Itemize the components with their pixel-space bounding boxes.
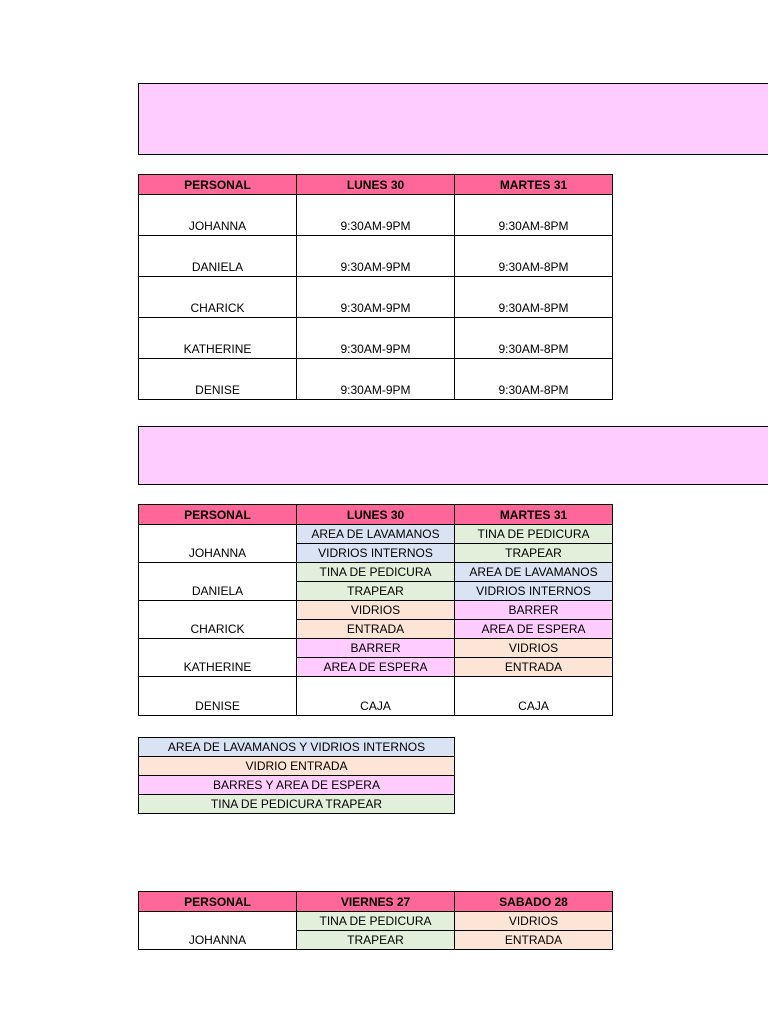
header-day-1: LUNES 30 bbox=[297, 175, 455, 195]
header-personal: PERSONAL bbox=[139, 892, 297, 912]
header-day-1: VIERNES 27 bbox=[297, 892, 455, 912]
legend-label: AREA DE LAVAMANOS Y VIDRIOS INTERNOS bbox=[139, 738, 455, 757]
shift-cell: 9:30AM-9PM bbox=[297, 277, 455, 318]
staff-name: JOHANNA bbox=[139, 912, 297, 950]
shift-cell: 9:30AM-9PM bbox=[297, 318, 455, 359]
table-row bbox=[139, 359, 613, 400]
task-cell: AREA DE ESPERA bbox=[455, 620, 613, 639]
header-day-2: SABADO 28 bbox=[455, 892, 613, 912]
staff-name: DENISE bbox=[139, 677, 297, 716]
tasks-table bbox=[138, 504, 613, 716]
staff-name: JOHANNA bbox=[139, 195, 297, 236]
task-cell: VIDRIOS INTERNOS bbox=[297, 544, 455, 563]
task-cell: TINA DE PEDICURA bbox=[455, 525, 613, 544]
table-row bbox=[139, 601, 613, 620]
header-personal: PERSONAL bbox=[139, 505, 297, 525]
tasks2-header-row bbox=[139, 892, 613, 912]
task-cell: AREA DE LAVAMANOS bbox=[455, 563, 613, 582]
shift-cell: 9:30AM-8PM bbox=[455, 236, 613, 277]
tasks-table-2 bbox=[138, 891, 613, 950]
task-cell: ENTRADA bbox=[297, 620, 455, 639]
legend-label: VIDRIO ENTRADA bbox=[139, 757, 455, 776]
legend-label: TINA DE PEDICURA TRAPEAR bbox=[139, 795, 455, 814]
task-cell: AREA DE ESPERA bbox=[297, 658, 455, 677]
table-row bbox=[139, 525, 613, 544]
legend-item bbox=[139, 757, 455, 776]
title-banner-2 bbox=[138, 426, 768, 485]
task-cell: ENTRADA bbox=[455, 658, 613, 677]
title-banner-1 bbox=[138, 83, 768, 155]
table-row bbox=[139, 563, 613, 582]
staff-name: CHARICK bbox=[139, 277, 297, 318]
header-day-2: MARTES 31 bbox=[455, 505, 613, 525]
legend-label: BARRES Y AREA DE ESPERA bbox=[139, 776, 455, 795]
task-cell: TINA DE PEDICURA bbox=[297, 563, 455, 582]
schedule-header-row bbox=[139, 175, 613, 195]
staff-name: KATHERINE bbox=[139, 318, 297, 359]
table-row bbox=[139, 277, 613, 318]
table-row bbox=[139, 195, 613, 236]
legend-item bbox=[139, 795, 455, 814]
shift-cell: 9:30AM-8PM bbox=[455, 277, 613, 318]
header-day-2: MARTES 31 bbox=[455, 175, 613, 195]
header-personal: PERSONAL bbox=[139, 175, 297, 195]
task-cell: CAJA bbox=[455, 677, 613, 716]
task-cell: VIDRIOS INTERNOS bbox=[455, 582, 613, 601]
table-row bbox=[139, 677, 613, 716]
legend-item bbox=[139, 776, 455, 795]
task-cell: VIDRIOS bbox=[455, 639, 613, 658]
table-row bbox=[139, 639, 613, 658]
staff-name: DANIELA bbox=[139, 563, 297, 601]
table-row bbox=[139, 912, 613, 931]
shift-cell: 9:30AM-9PM bbox=[297, 195, 455, 236]
task-cell: TINA DE PEDICURA bbox=[297, 912, 455, 931]
task-cell: AREA DE LAVAMANOS bbox=[297, 525, 455, 544]
task-cell: TRAPEAR bbox=[297, 931, 455, 950]
table-row bbox=[139, 236, 613, 277]
shift-cell: 9:30AM-8PM bbox=[455, 359, 613, 400]
color-legend bbox=[138, 737, 455, 814]
schedule-table bbox=[138, 174, 613, 400]
staff-name: CHARICK bbox=[139, 601, 297, 639]
task-cell: BARRER bbox=[455, 601, 613, 620]
shift-cell: 9:30AM-8PM bbox=[455, 195, 613, 236]
staff-name: DENISE bbox=[139, 359, 297, 400]
staff-name: JOHANNA bbox=[139, 525, 297, 563]
table-row bbox=[139, 318, 613, 359]
task-cell: VIDRIOS bbox=[455, 912, 613, 931]
tasks-header-row bbox=[139, 505, 613, 525]
shift-cell: 9:30AM-9PM bbox=[297, 236, 455, 277]
shift-cell: 9:30AM-9PM bbox=[297, 359, 455, 400]
header-day-1: LUNES 30 bbox=[297, 505, 455, 525]
shift-cell: 9:30AM-8PM bbox=[455, 318, 613, 359]
task-cell: TRAPEAR bbox=[455, 544, 613, 563]
staff-name: KATHERINE bbox=[139, 639, 297, 677]
staff-name: DANIELA bbox=[139, 236, 297, 277]
task-cell: ENTRADA bbox=[455, 931, 613, 950]
task-cell: CAJA bbox=[297, 677, 455, 716]
task-cell: BARRER bbox=[297, 639, 455, 658]
legend-item bbox=[139, 738, 455, 757]
task-cell: TRAPEAR bbox=[297, 582, 455, 601]
task-cell: VIDRIOS bbox=[297, 601, 455, 620]
